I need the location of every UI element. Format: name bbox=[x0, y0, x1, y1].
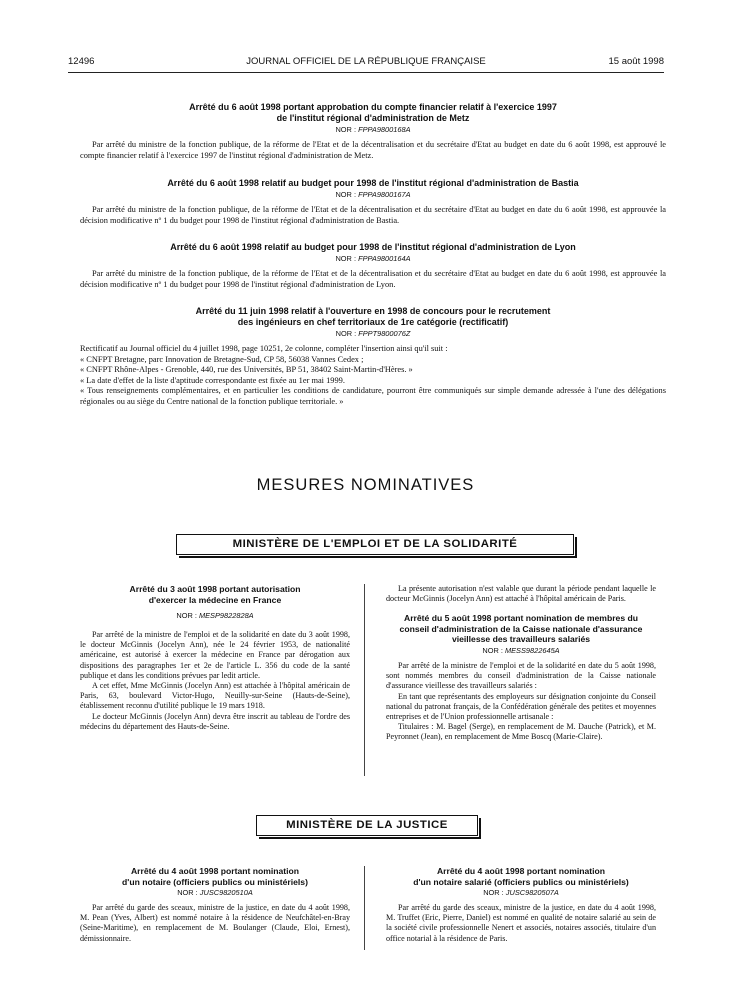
arrete-title: Arrêté du 6 août 1998 portant approbation du compte financier relatif à l'exercice 1997 de l'institut régional d'administration de Metz bbox=[189, 102, 557, 123]
arrete-body: Rectificatif au Journal officiel du 4 juillet 1998, page 10251, 2e colonne, compléter l'insertion ainsi qu'il suit : « CNFPT Bretagne, parc Innovation de Bretagne-Sud, CP 58, 56038 Vannes Cedex ; « CNFPT Rhône-Alpes - Grenoble, 440, rue des Universités, BP 51, 38402 Saint-Martin-d'Hères. » « La date d'effet de la liste d'aptitude correspondante est fixée au 1er mai 1999. « Tous renseignements complémentaires, et en particulier les conditions de candidature, pourront être communiqués sur simple demande adressée à l'une des délégations régionales ou au siège du Centre national de la fonction publique territoriale. » bbox=[80, 344, 666, 406]
column-separator bbox=[364, 584, 365, 776]
arrete-metz bbox=[80, 102, 666, 161]
arrete-title: Arrêté du 6 août 1998 relatif au budget pour 1998 de l'institut régional d'administration de Lyon bbox=[170, 242, 576, 252]
arrete-body: Par arrêté de la ministre de l'emploi et de la solidarité en date du 5 août 1998, sont nommés membres du conseil d'administration de la Caisse nationale d'assurance vieillesse des travailleurs salariés : En tant que représentants des employeurs sur désignation conjointe du Conseil national du patronat français, de la Confédération générale des petites et moyennes entreprises et de l'Union professionnelle artisanale : Titulaires : M. Bagel (Serge), en remplacement de M. Dauche (Patrick), et M. Peyronnet (Jean), en remplacement de Mme Boscq (Marie-Claire). bbox=[386, 660, 656, 742]
nor-reference: NOR : JUSC9820510A bbox=[177, 888, 253, 897]
header-rule bbox=[68, 72, 664, 73]
nor-reference: NOR : MESP9822828A bbox=[176, 611, 254, 620]
arrete-body: Par arrêté du ministre de la fonction publique, de la réforme de l'Etat et de la décentralisation et du secrétaire d'Etat au budget en date du 6 août 1998, est approuvé le compte financier relatif à l'exercice 1997 de l'institut régional d'administration de Metz. bbox=[80, 140, 666, 160]
nor-reference: NOR : MESS9822645A bbox=[482, 645, 560, 655]
ministry-box-emploi: MINISTÈRE DE L'EMPLOI ET DE LA SOLIDARITÉ bbox=[176, 534, 574, 555]
arrete-cnav bbox=[386, 584, 656, 743]
continuation-text: La présente autorisation n'est valable que durant la période pendant laquelle le docteur McGinnis (Jocelyn Ann) est attaché à l'hôpital américain de Paris. bbox=[386, 584, 656, 604]
arrete-rectificatif bbox=[80, 306, 666, 408]
arrete-title: Arrêté du 6 août 1998 relatif au budget pour 1998 de l'institut régional d'administration de Bastia bbox=[167, 178, 579, 188]
issue-date: 15 août 1998 bbox=[608, 56, 664, 67]
nor-reference: NOR : FPPT9800076Z bbox=[335, 329, 411, 338]
column-separator bbox=[364, 866, 365, 950]
page-header bbox=[68, 56, 664, 70]
arrete-body: Par arrêté du ministre de la fonction publique, de la réforme de l'Etat et de la décentralisation et du secrétaire d'Etat au budget en date du 6 août 1998, est approuvée la décision modificative nº 1 du budget pour 1998 de l'institut régional d'administration de Lyon. bbox=[80, 269, 666, 289]
arrete-body: Par arrêté du ministre de la fonction publique, de la réforme de l'Etat et de la décentralisation et du secrétaire d'Etat au budget en date du 6 août 1998, est approuvée la décision modificative nº 1 du budget pour 1998 de l'institut régional d'administration de Bastia. bbox=[80, 205, 666, 225]
ministry-box-justice: MINISTÈRE DE LA JUSTICE bbox=[256, 815, 478, 836]
nor-reference: NOR : JUSC9820507A bbox=[483, 888, 559, 897]
arrete-title: Arrêté du 3 août 1998 portant autorisation d'exercer la médecine en France bbox=[129, 584, 301, 605]
arrete-title: Arrêté du 5 août 1998 portant nomination de membres du conseil d'administration de la Caisse nationale d'assurance vieillesse des travailleurs salariés bbox=[399, 613, 643, 645]
arrete-title: Arrêté du 11 juin 1998 relatif à l'ouverture en 1998 de concours pour le recrutement des ingénieurs en chef territoriaux de 1re catégorie (rectificatif) bbox=[195, 306, 551, 327]
nor-reference: NOR : FPPA9800164A bbox=[335, 254, 411, 263]
arrete-mcginnis bbox=[80, 584, 350, 732]
nor-reference: NOR : FPPA9800167A bbox=[335, 190, 411, 199]
section-title-mesures: MESURES NOMINATIVES bbox=[256, 476, 475, 494]
arrete-lyon bbox=[80, 242, 666, 290]
page-number: 12496 bbox=[68, 56, 95, 67]
arrete-title: Arrêté du 4 août 1998 portant nomination d'un notaire (officiers publics ou ministériels) bbox=[122, 866, 308, 887]
arrete-body: Par arrêté du garde des sceaux, ministre de la justice, en date du 4 août 1998, M. Pean (Yves, Albert) est nommé notaire à la résidence de Neufchâtel-en-Bray (Seine-Maritime), en remplacement de M. Boulanger (Claude, Eloi, Ernest), démissionnaire. bbox=[80, 903, 350, 943]
nor-reference: NOR : FPPA9800168A bbox=[335, 125, 411, 134]
journal-title: JOURNAL OFFICIEL DE LA RÉPUBLIQUE FRANÇAISE bbox=[246, 56, 486, 67]
arrete-title: Arrêté du 4 août 1998 portant nomination d'un notaire salarié (officiers publics ou ministériels) bbox=[413, 866, 629, 887]
arrete-bastia bbox=[80, 178, 666, 226]
arrete-body: Par arrêté du garde des sceaux, ministre de la justice, en date du 4 août 1998, M. Truffet (Eric, Pierre, Daniel) est nommé en qualité de notaire salarié au sein de la société civile professionnelle Nenert et associés, notaires associés, titulaire d'un office notarial à la résidence de Paris. bbox=[386, 903, 656, 943]
arrete-notaire-truffet bbox=[386, 866, 656, 944]
arrete-body: Par arrêté de la ministre de l'emploi et de la solidarité en date du 3 août 1998, le docteur McGinnis (Jocelyn Ann), née le 24 février 1953, de nationalité américaine, est autorisé à exercer la médecine en France par dérogation aux dispositions des paragraphes 1er et 2e de l'article L. 356 du code de la santé publique et dans les conditions prévues par ledit article. A cet effet, Mme McGinnis (Jocelyn Ann) est attachée à l'hôpital américain de Paris, 63, boulevard Victor-Hugo, Neuilly-sur-Seine (Hauts-de-Seine), établissement reconnu d'utilité publique le 19 mars 1918. Le docteur McGinnis (Jocelyn Ann) devra être inscrit au tableau de l'ordre des médecins du département des Hauts-de-Seine. bbox=[80, 630, 350, 731]
arrete-notaire-pean bbox=[80, 866, 350, 944]
